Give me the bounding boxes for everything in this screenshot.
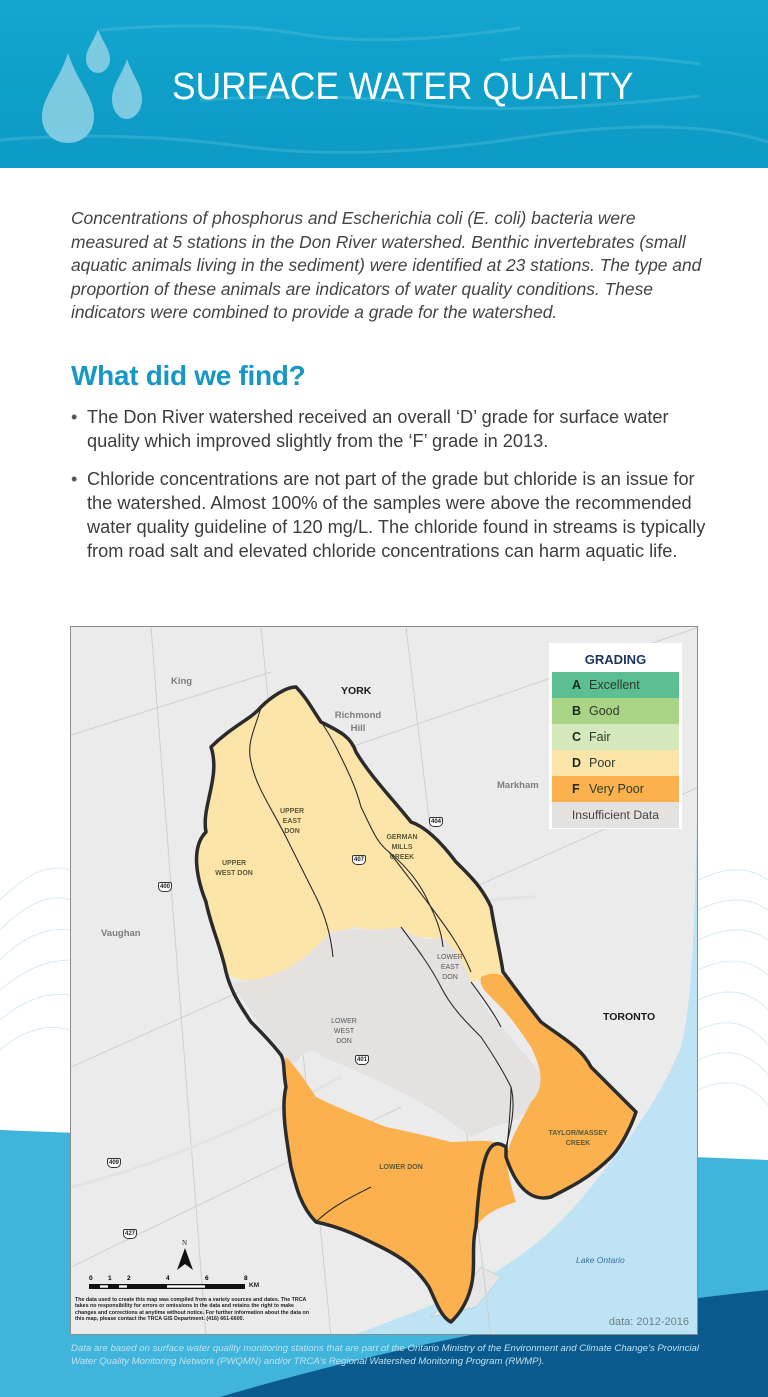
subwatershed-label-lower-don: LOWER DON	[379, 1164, 423, 1171]
place-label-king: King	[171, 676, 193, 687]
bullet-icon: •	[71, 469, 78, 489]
place-label-lake-ontario: Lake Ontario	[576, 1255, 625, 1265]
scale-unit: KM	[249, 1282, 260, 1289]
subwatershed-label-upper-east-don: UPPER EAST DON	[279, 808, 305, 835]
bullet-icon: •	[71, 407, 78, 427]
highway-shield-401: 401	[357, 1057, 368, 1063]
subwatershed-label-taylor-massey-creek: TAYLOR/MASSEY CREEK	[548, 1130, 608, 1147]
subwatershed-label-lower-east-don: LOWER EAST DON	[437, 954, 463, 981]
finding-item: • Chloride concentrations are not part of the grade but chloride is an issue for the watershed. Almost 100% of the samples were above the recommended water quality guideline of 120 mg/L. The chloride found in streams is typically from road salt and elevated chloride concentrations can harm aquatic life.	[71, 469, 706, 561]
legend-row-d: D Poor	[552, 750, 679, 776]
watershed-map	[70, 626, 698, 1335]
legend-title: GRADING	[584, 652, 647, 667]
highway-shield-409: 409	[109, 1160, 120, 1166]
place-label-richmond-hill: Richmond Hill	[334, 710, 382, 734]
region-label-york: YORK	[341, 685, 372, 697]
legend-row-c: C Fair	[552, 724, 679, 750]
legend-row-b: B Good	[552, 698, 679, 724]
page-title: SURFACE WATER QUALITY	[172, 66, 634, 108]
grading-legend	[549, 643, 682, 829]
highway-shield-407: 407	[354, 857, 365, 863]
subwatershed-label-lower-west-don: LOWER WEST DON	[331, 1018, 357, 1045]
region-label-toronto: TORONTO	[603, 1011, 656, 1023]
place-label-vaughan: Vaughan	[101, 928, 141, 939]
map-disclaimer: The data used to create this map was compiled from a variety sources and dates. The TRCA takes no responsibility for errors or omissions in the data and retains the right to make changes and corrections at anytime without notice. For further information about the data on this map, please contact the TRCA GIS Department. (416) 661-6600.	[75, 1297, 309, 1323]
findings-heading: What did we find?	[71, 360, 306, 391]
highway-shield-400: 400	[160, 884, 171, 890]
highway-shield-427: 427	[125, 1231, 136, 1237]
intro-paragraph: Concentrations of phosphorus and Escherichia coli (E. coli) bacteria were measured at 5 stations in the Don River watershed. Benthic invertebrates (small aquatic animals living in the sediment) were identified at 23 stations. The type and proportion of these animals are indicators of water quality conditions. These indicators were combined to provide a grade for the watershed.	[71, 208, 702, 322]
subwatershed-label-german-mills-creek: GERMAN MILLS CREEK	[386, 834, 418, 861]
north-arrow-icon	[175, 1248, 195, 1270]
north-label: N	[182, 1239, 188, 1247]
legend-row-insufficient: Insufficient Data	[552, 802, 679, 828]
legend-row-a: A Excellent	[552, 672, 679, 698]
findings-list	[71, 405, 711, 577]
subwatershed-label-upper-west-don: UPPER WEST DON	[215, 860, 253, 877]
scale-bar	[89, 1284, 249, 1290]
highway-shield-404: 404	[431, 819, 442, 825]
finding-item: • The Don River watershed received an overall ‘D’ grade for surface water quality which improved slightly from the ‘F’ grade in 2013.	[71, 407, 669, 451]
footnote: Data are based on surface water quality monitoring stations that are part of the Ontario Ministry of the Environment and Climate Change’s Provincial Water Quality Monitoring Network (PWQMN) and/or TRCA’s Regional Watershed Monitoring Program (RWMP).	[71, 1343, 700, 1367]
scale-ticks: 0 1 2 4 6 8	[89, 1275, 248, 1282]
water-drops-icon	[30, 25, 155, 150]
legend-row-f: F Very Poor	[552, 776, 679, 802]
data-years-label: data: 2012-2016	[608, 1316, 689, 1328]
place-label-markham: Markham	[497, 780, 539, 791]
header-banner	[0, 0, 768, 168]
